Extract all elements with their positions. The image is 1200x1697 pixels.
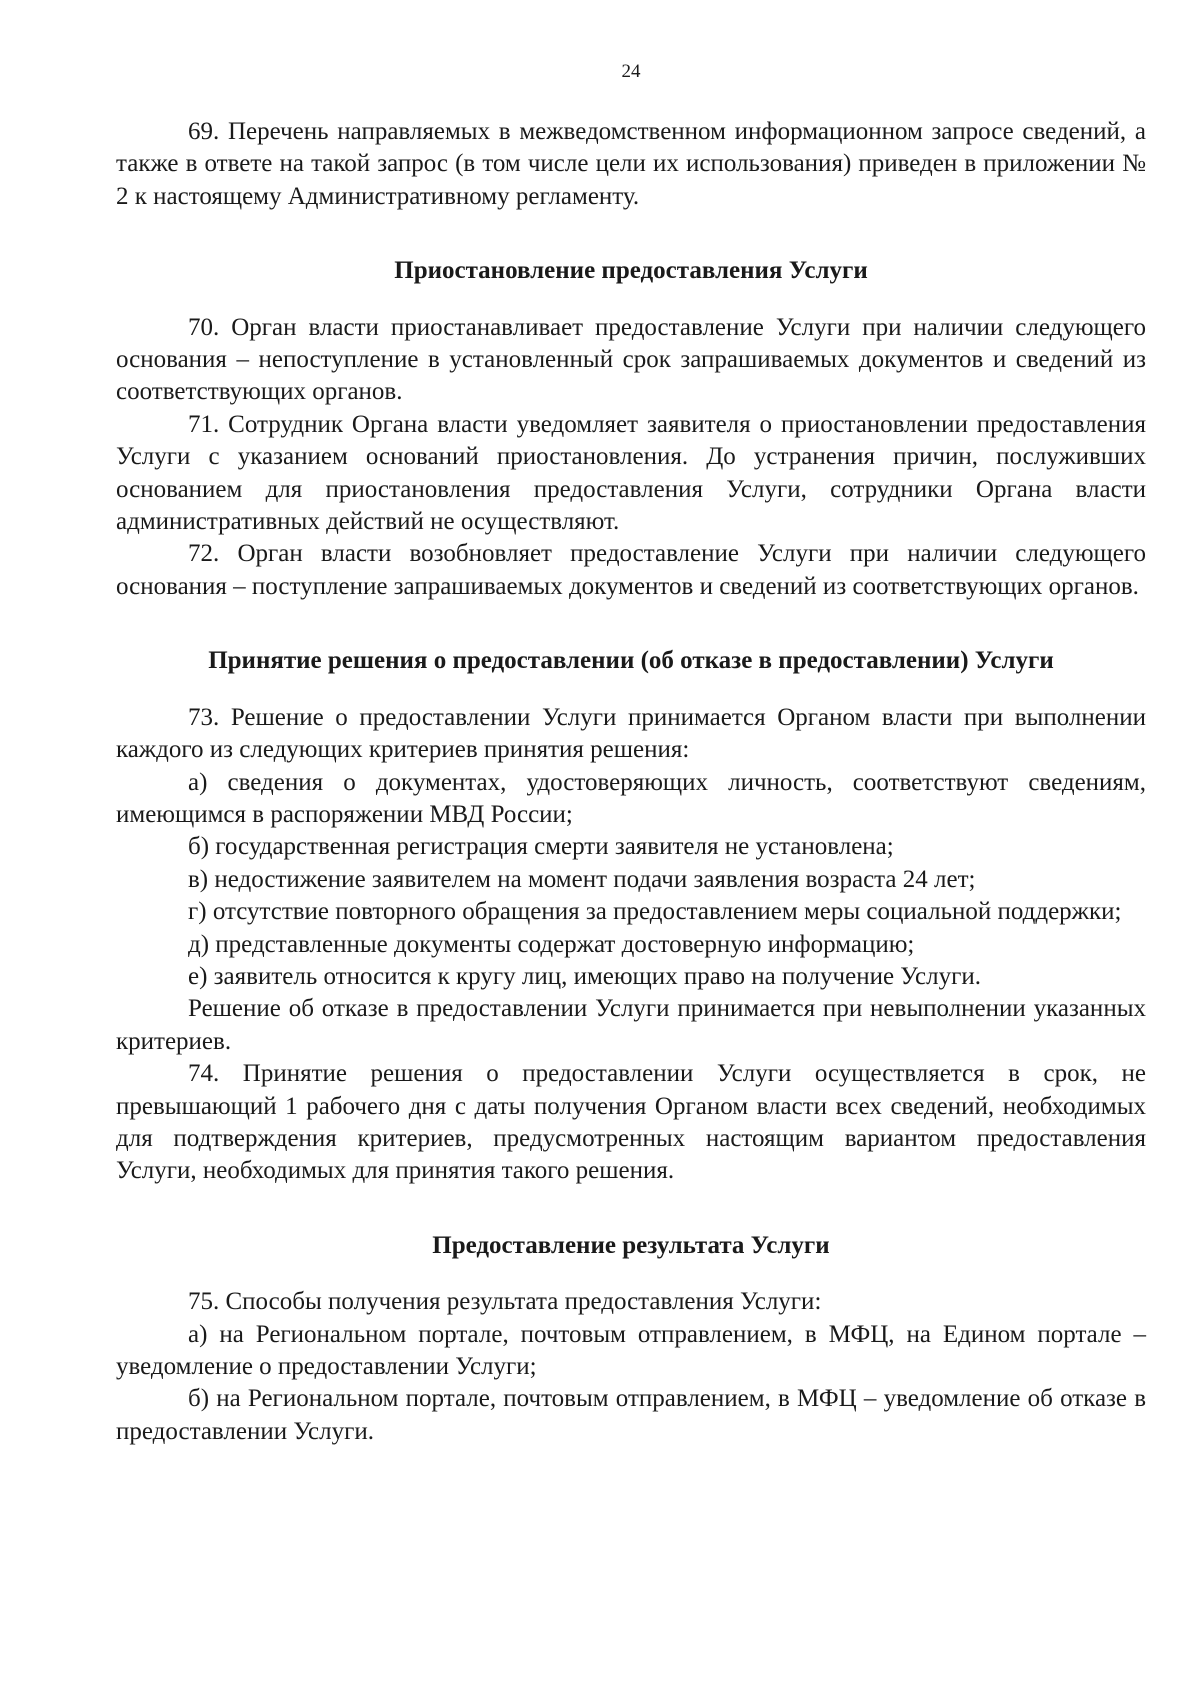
document-page: [116, 60, 1146, 1448]
heading-decision: Принятие решения о предоставлении (об отказе в предоставлении) Услуги: [208, 647, 1054, 675]
method-b: б) на Региональном портале, почтовым отправлением, в МФЦ – уведомление об отказе в предоставлении Услуги.: [116, 1385, 1146, 1445]
paragraph-73: 73. Решение о предоставлении Услуги принимается Органом власти при выполнении каждого из следующих критериев принятия решения:: [116, 703, 1146, 764]
paragraph-72: 72. Орган власти возобновляет предоставление Услуги при наличии следующего основания – поступление запрашиваемых документов и сведений из соответствующих органов.: [116, 540, 1146, 600]
paragraph-75: 75. Способы получения результата предоставления Услуги:: [188, 1288, 822, 1316]
paragraph-74: 74. Принятие решения о предоставлении Услуги осуществляется в срок, не превышающий 1 рабочего дня с даты получения Органом власти всех сведений, необходимых для подтверждения критериев, предусмотренных настоящим вариантом предоставления Услуги, необходимых для принятия такого решения.: [116, 1060, 1146, 1185]
criterion-a: а) сведения о документах, удостоверяющих личность, соответствуют сведениям, имеющимся в распоряжении МВД России;: [116, 768, 1146, 828]
method-a: а) на Региональном портале, почтовым отправлением, в МФЦ, на Едином портале – уведомление о предоставлении Услуги;: [116, 1320, 1146, 1380]
criterion-v: в) недостижение заявителем на момент подачи заявления возраста 24 лет;: [188, 865, 976, 893]
criterion-d: д) представленные документы содержат достоверную информацию;: [188, 930, 915, 958]
criterion-e: е) заявитель относится к кругу лиц, имеющих право на получение Услуги.: [188, 962, 981, 990]
paragraph-70: 70. Орган власти приостанавливает предоставление Услуги при наличии следующего основания – непоступление в установленный срок запрашиваемых документов и сведений из соответствующих органов.: [116, 313, 1146, 406]
heading-result: Предоставление результата Услуги: [432, 1231, 830, 1259]
criterion-g: г) отсутствие повторного обращения за предоставлением меры социальной поддержки;: [188, 898, 1122, 926]
paragraph-69: 69. Перечень направляемых в межведомственном информационном запросе сведений, а также в ответе на такой запрос (в том числе цели их использования) приведен в приложении № 2 к настоящему Административному регламенту.: [116, 118, 1146, 210]
heading-suspension: Приостановление предоставления Услуги: [394, 257, 868, 285]
refusal-paragraph: Решение об отказе в предоставлении Услуги принимается при невыполнении указанных критериев.: [116, 995, 1146, 1055]
criterion-b: б) государственная регистрация смерти заявителя не установлена;: [188, 833, 894, 861]
paragraph-71: 71. Сотрудник Органа власти уведомляет заявителя о приостановлении предоставления Услуги с указанием оснований приостановления. До устранения причин, послуживших основанием для приостановления предоставления Услуги, сотрудники Органа власти административных действий не осуществляют.: [116, 410, 1146, 536]
page-number: 24: [621, 61, 641, 82]
